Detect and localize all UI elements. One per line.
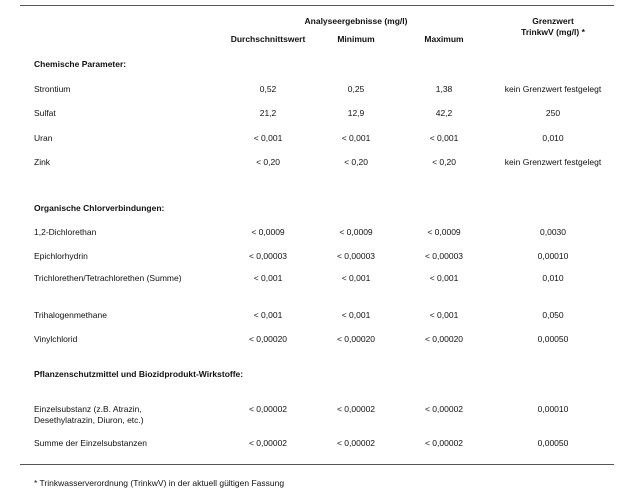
row-min: 0,25 bbox=[347, 84, 365, 94]
row-max: 42,2 bbox=[435, 108, 453, 118]
row-max: < 0,00002 bbox=[424, 438, 464, 448]
row-min: < 0,001 bbox=[341, 273, 371, 283]
row-name: Vinylchlorid bbox=[34, 334, 78, 344]
row-name: Strontium bbox=[34, 84, 71, 94]
row-max: 1,38 bbox=[435, 84, 453, 94]
row-limit: 0,010 bbox=[542, 273, 564, 283]
row-limit: 0,00050 bbox=[537, 438, 569, 448]
row-avg: < 0,00003 bbox=[248, 251, 288, 261]
row-limit: kein Grenzwert festgelegt bbox=[504, 84, 602, 94]
row-name: 1,2-Dichlorethan bbox=[34, 227, 97, 237]
section-title: Pflanzenschutzmittel und Biozidprodukt-Wirkstoffe: bbox=[34, 369, 244, 379]
row-avg: < 0,20 bbox=[256, 157, 280, 167]
row-avg: < 0,00002 bbox=[248, 404, 288, 414]
row-name: Einzelsubstanz (z.B. Atrazin, Desethylatrazin, Diuron, etc.) bbox=[34, 404, 144, 425]
footnote: * Trinkwasserverordnung (TrinkwV) in der aktuell gültigen Fassung bbox=[34, 478, 285, 488]
header-col-avg: Durchschnittswert bbox=[230, 34, 306, 44]
row-name: Trihalogenmethane bbox=[34, 310, 107, 320]
header-group-title: Analyseergebnisse (mg/l) bbox=[304, 16, 408, 26]
row-limit: 0,050 bbox=[542, 310, 564, 320]
row-avg: 0,52 bbox=[259, 84, 277, 94]
section-title: Chemische Parameter: bbox=[34, 59, 127, 69]
row-limit: 0,00010 bbox=[537, 251, 569, 261]
row-limit: 0,00050 bbox=[537, 334, 569, 344]
row-limit: 0,010 bbox=[542, 133, 564, 143]
row-avg: < 0,00020 bbox=[248, 334, 288, 344]
row-avg: < 0,0009 bbox=[251, 227, 285, 237]
row-max: < 0,20 bbox=[432, 157, 456, 167]
row-min: < 0,00020 bbox=[336, 334, 376, 344]
section-title: Organische Chlorverbindungen: bbox=[34, 203, 165, 213]
row-limit: 250 bbox=[545, 108, 561, 118]
row-min: < 0,00003 bbox=[336, 251, 376, 261]
bottom-rule bbox=[20, 464, 614, 465]
row-avg: 21,2 bbox=[259, 108, 277, 118]
top-rule bbox=[20, 5, 614, 6]
row-max: < 0,001 bbox=[429, 310, 459, 320]
row-max: < 0,00002 bbox=[424, 404, 464, 414]
row-name: Trichlorethen/Tetrachlorethen (Summe) bbox=[34, 273, 182, 283]
row-min: < 0,20 bbox=[344, 157, 368, 167]
row-limit: 0,00010 bbox=[537, 404, 569, 414]
row-name: Zink bbox=[34, 157, 51, 167]
row-min: < 0,0009 bbox=[339, 227, 373, 237]
row-avg: < 0,001 bbox=[253, 133, 283, 143]
header-col-max: Maximum bbox=[424, 34, 464, 44]
row-avg: < 0,00002 bbox=[248, 438, 288, 448]
row-max: < 0,0009 bbox=[427, 227, 461, 237]
row-min: 12,9 bbox=[347, 108, 365, 118]
row-name: Summe der Einzelsubstanzen bbox=[34, 438, 147, 448]
row-min: < 0,001 bbox=[341, 310, 371, 320]
row-max: < 0,00003 bbox=[424, 251, 464, 261]
row-avg: < 0,001 bbox=[253, 310, 283, 320]
header-col-limit-line1: Grenzwert bbox=[532, 16, 574, 26]
header-col-min: Minimum bbox=[337, 34, 375, 44]
header-col-limit-line2: TrinkwV (mg/l) * bbox=[521, 27, 585, 37]
row-limit: kein Grenzwert festgelegt bbox=[504, 157, 602, 167]
row-avg: < 0,001 bbox=[253, 273, 283, 283]
row-limit: 0,0030 bbox=[540, 227, 566, 237]
row-name: Uran bbox=[34, 133, 53, 143]
row-min: < 0,001 bbox=[341, 133, 371, 143]
row-max: < 0,001 bbox=[429, 273, 459, 283]
row-max: < 0,00020 bbox=[424, 334, 464, 344]
row-name: Epichlorhydrin bbox=[34, 251, 88, 261]
row-min: < 0,00002 bbox=[336, 404, 376, 414]
row-min: < 0,00002 bbox=[336, 438, 376, 448]
row-name: Sulfat bbox=[34, 108, 56, 118]
row-max: < 0,001 bbox=[429, 133, 459, 143]
